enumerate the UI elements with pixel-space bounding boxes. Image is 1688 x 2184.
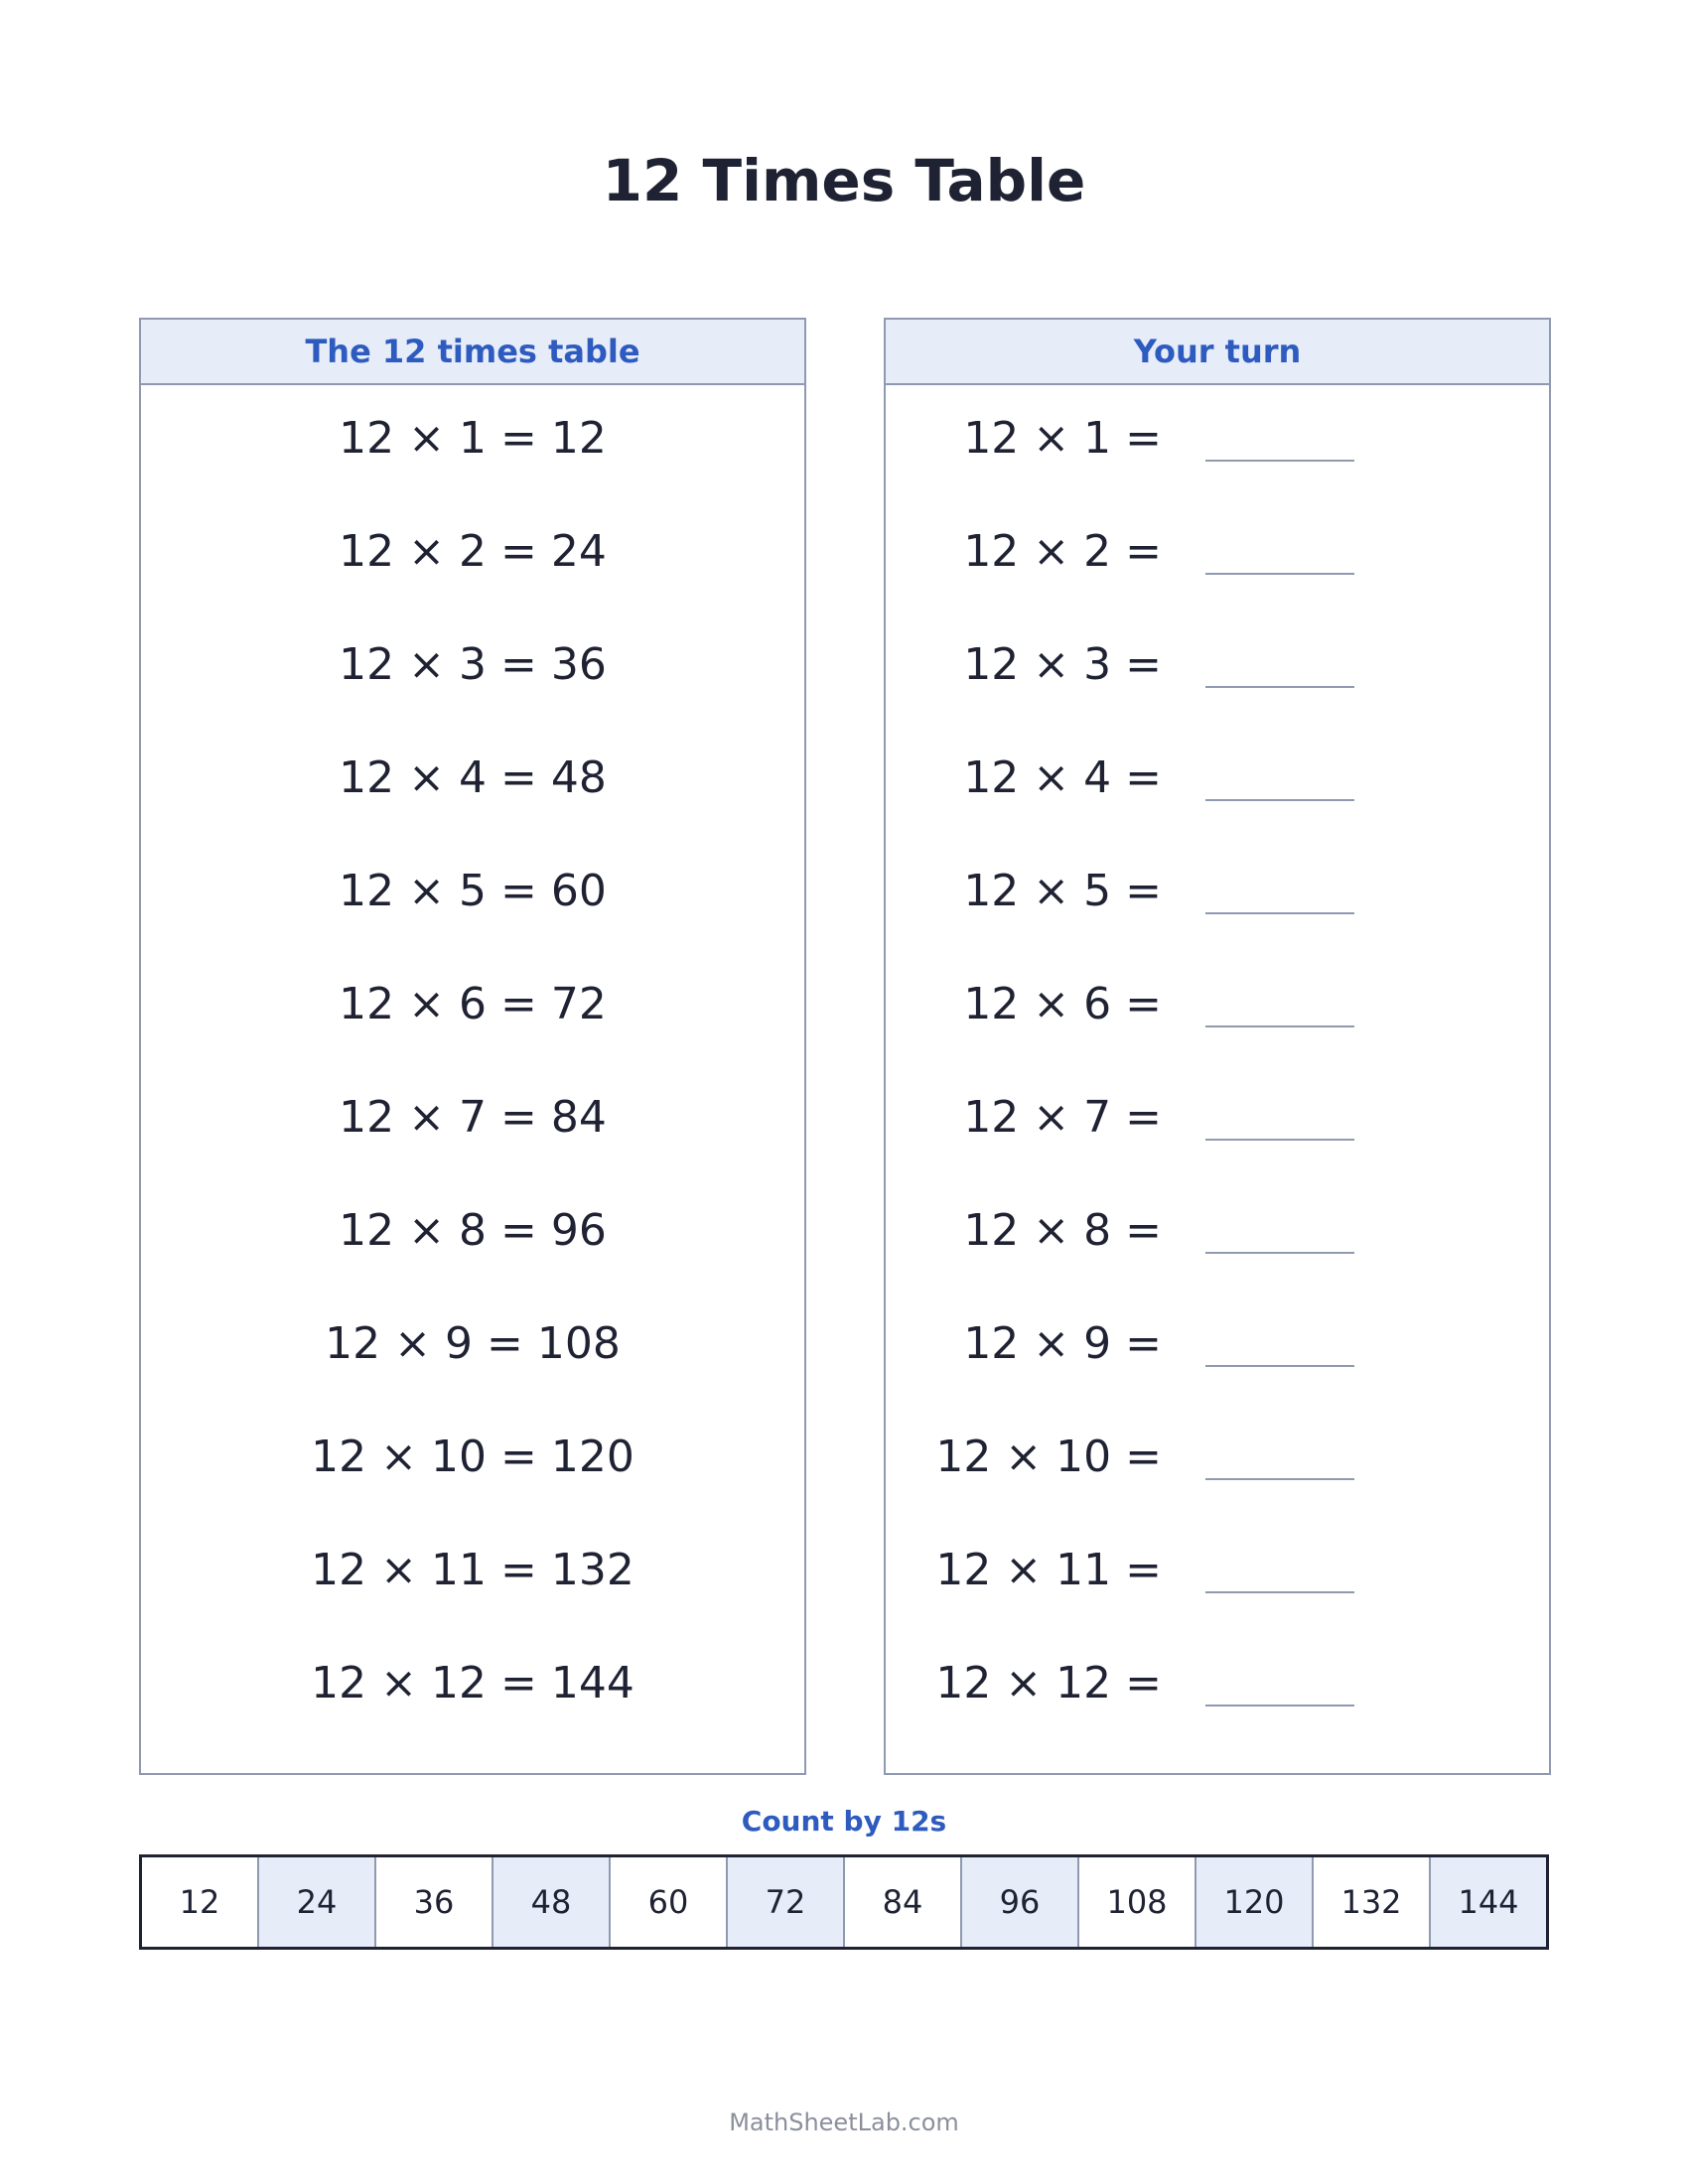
count-by-strip <box>139 1854 1549 1950</box>
practice-problem: 12 × 7 = <box>963 1091 1162 1143</box>
practice-row <box>886 1427 1549 1486</box>
answer-blank-line[interactable] <box>1205 460 1354 462</box>
practice-row <box>886 634 1549 694</box>
practice-row <box>886 1653 1549 1712</box>
practice-problem: 12 × 1 = <box>963 412 1162 464</box>
footer-site-name: MathSheetLab.com <box>729 2109 959 2136</box>
practice-row <box>886 1540 1549 1599</box>
practice-row <box>886 861 1549 920</box>
count-cell: 132 <box>1314 1857 1431 1947</box>
count-cell: 120 <box>1196 1857 1314 1947</box>
your-turn-header: Your turn <box>886 320 1549 385</box>
times-table-row: 12 × 3 = 36 <box>339 638 607 690</box>
answer-blank-line[interactable] <box>1205 573 1354 575</box>
practice-problem: 12 × 5 = <box>963 865 1162 916</box>
answer-blank-line[interactable] <box>1205 912 1354 914</box>
practice-problem: 12 × 11 = <box>935 1544 1162 1595</box>
answer-blank-line[interactable] <box>1205 1591 1354 1593</box>
practice-row <box>886 521 1549 581</box>
practice-row <box>886 1200 1549 1260</box>
answer-blank-line[interactable] <box>1205 1478 1354 1480</box>
count-cell: 108 <box>1079 1857 1196 1947</box>
practice-problem: 12 × 12 = <box>935 1657 1162 1708</box>
count-by-title: Count by 12s <box>741 1805 947 1838</box>
count-cell: 60 <box>611 1857 728 1947</box>
practice-row <box>886 974 1549 1033</box>
count-cell: 72 <box>728 1857 845 1947</box>
count-cell: 36 <box>376 1857 493 1947</box>
answer-blank-line[interactable] <box>1205 1252 1354 1254</box>
times-table-row: 12 × 9 = 108 <box>325 1317 621 1369</box>
count-cell: 24 <box>259 1857 376 1947</box>
practice-problem: 12 × 10 = <box>935 1431 1162 1482</box>
times-table-row: 12 × 12 = 144 <box>311 1657 634 1708</box>
times-table-row: 12 × 6 = 72 <box>339 978 607 1029</box>
your-turn-panel <box>884 318 1551 1775</box>
times-table-row: 12 × 4 = 48 <box>339 751 607 803</box>
practice-problem: 12 × 3 = <box>963 638 1162 690</box>
practice-problem: 12 × 8 = <box>963 1204 1162 1256</box>
answer-blank-line[interactable] <box>1205 1139 1354 1141</box>
page-title: 12 Times Table <box>602 147 1086 214</box>
count-cell: 12 <box>142 1857 259 1947</box>
answer-blank-line[interactable] <box>1205 686 1354 688</box>
answer-blank-line[interactable] <box>1205 1025 1354 1027</box>
times-table-row: 12 × 7 = 84 <box>339 1091 607 1143</box>
practice-row <box>886 1313 1549 1373</box>
practice-row <box>886 408 1549 468</box>
count-cell: 84 <box>845 1857 962 1947</box>
count-cell: 144 <box>1431 1857 1546 1947</box>
times-table-row: 12 × 5 = 60 <box>339 865 607 916</box>
answer-blank-line[interactable] <box>1205 1705 1354 1706</box>
times-table-row: 12 × 1 = 12 <box>339 412 607 464</box>
answer-blank-line[interactable] <box>1205 1365 1354 1367</box>
times-table-header: The 12 times table <box>141 320 804 385</box>
times-table-row: 12 × 11 = 132 <box>311 1544 634 1595</box>
practice-row <box>886 1087 1549 1147</box>
practice-problem: 12 × 2 = <box>963 525 1162 577</box>
times-table-row: 12 × 10 = 120 <box>311 1431 634 1482</box>
times-table-panel <box>139 318 806 1775</box>
practice-problem: 12 × 6 = <box>963 978 1162 1029</box>
practice-problem: 12 × 9 = <box>963 1317 1162 1369</box>
answer-blank-line[interactable] <box>1205 799 1354 801</box>
practice-row <box>886 748 1549 807</box>
times-table-row: 12 × 8 = 96 <box>339 1204 607 1256</box>
count-cell: 48 <box>493 1857 611 1947</box>
count-cell: 96 <box>962 1857 1079 1947</box>
practice-problem: 12 × 4 = <box>963 751 1162 803</box>
times-table-row: 12 × 2 = 24 <box>339 525 607 577</box>
